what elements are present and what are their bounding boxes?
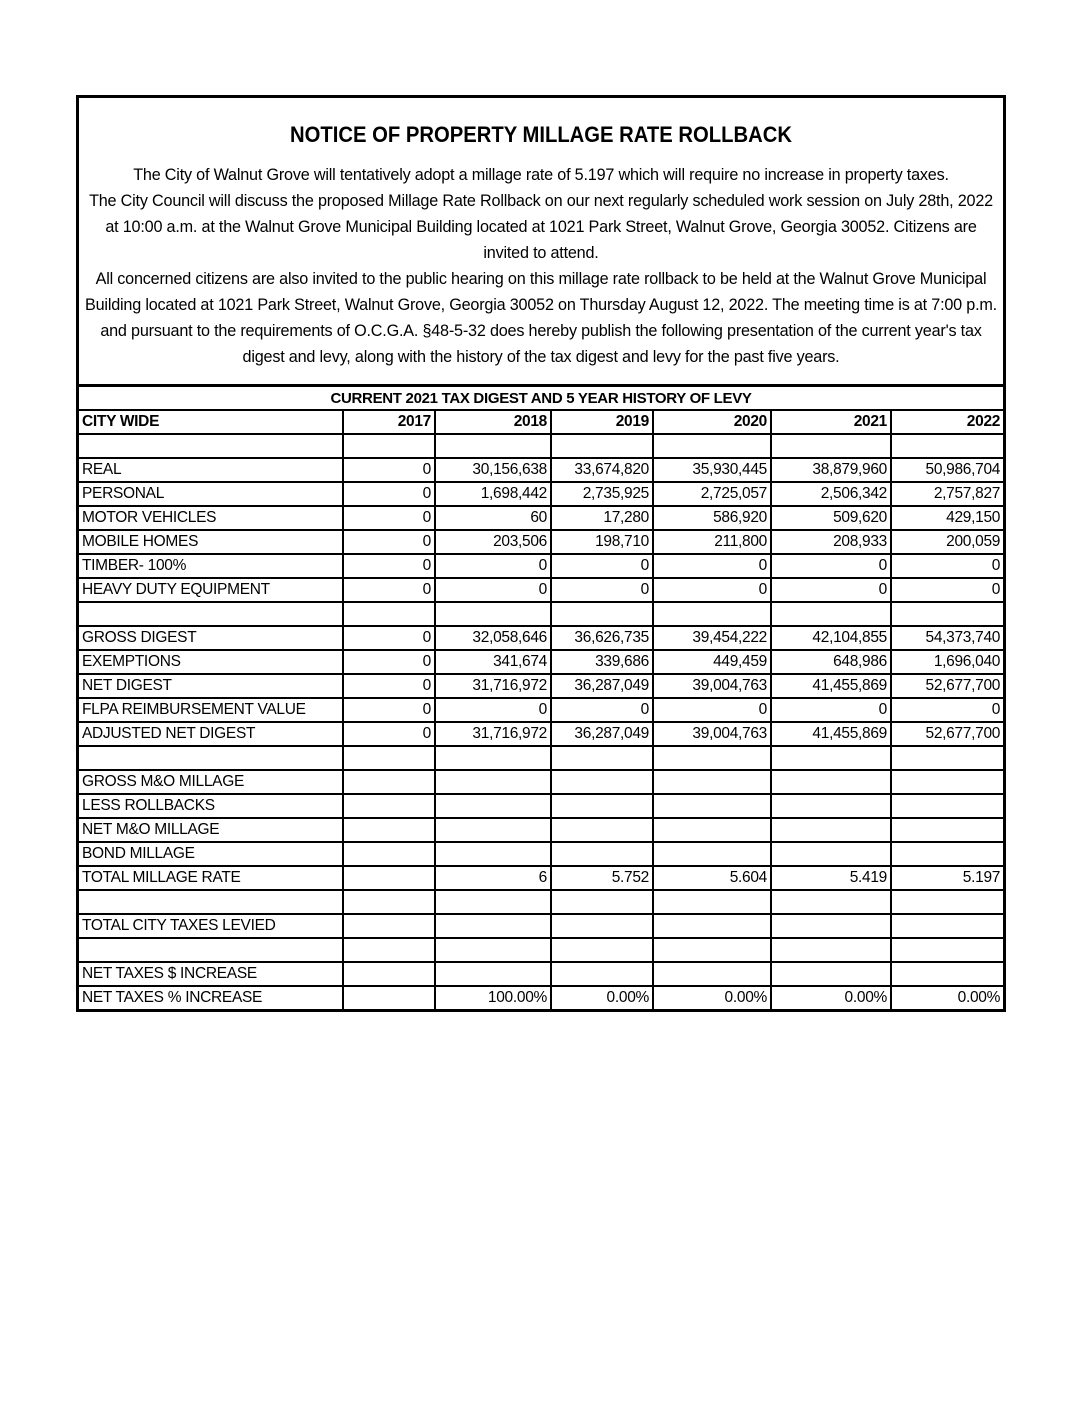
cell-value xyxy=(343,938,435,962)
cell-value xyxy=(771,770,891,794)
row-label: REAL xyxy=(79,458,343,482)
cell-value: 0 xyxy=(343,698,435,722)
cell-value: 32,058,646 xyxy=(435,626,551,650)
cell-value: 41,455,869 xyxy=(771,674,891,698)
cell-value: 648,986 xyxy=(771,650,891,674)
cell-value: 0.00% xyxy=(771,986,891,1009)
row-label: NET TAXES % INCREASE xyxy=(79,986,343,1009)
cell-value xyxy=(435,770,551,794)
cell-value xyxy=(435,938,551,962)
notice-header xyxy=(79,98,1003,387)
cell-value xyxy=(343,914,435,938)
table-caption: CURRENT 2021 TAX DIGEST AND 5 YEAR HISTORY OF LEVY xyxy=(79,387,1003,410)
table-row xyxy=(79,650,1003,674)
cell-value: 0 xyxy=(343,578,435,602)
cell-value xyxy=(891,938,1003,962)
cell-value xyxy=(891,914,1003,938)
cell-value xyxy=(653,962,771,986)
row-label xyxy=(79,938,343,962)
row-label: NET DIGEST xyxy=(79,674,343,698)
cell-value xyxy=(551,818,653,842)
cell-value xyxy=(653,770,771,794)
cell-value xyxy=(435,602,551,626)
cell-value: 0 xyxy=(343,674,435,698)
table-row xyxy=(79,818,1003,842)
cell-value xyxy=(551,746,653,770)
cell-value: 6 xyxy=(435,866,551,890)
cell-value xyxy=(343,434,435,458)
cell-value xyxy=(653,746,771,770)
cell-value xyxy=(891,962,1003,986)
cell-value: 39,454,222 xyxy=(653,626,771,650)
cell-value: 429,150 xyxy=(891,506,1003,530)
cell-value xyxy=(343,770,435,794)
cell-value: 30,156,638 xyxy=(435,458,551,482)
header-2020: 2020 xyxy=(653,410,771,434)
cell-value: 0 xyxy=(343,530,435,554)
cell-value: 5.419 xyxy=(771,866,891,890)
cell-value: 0 xyxy=(343,506,435,530)
cell-value xyxy=(435,818,551,842)
cell-value xyxy=(435,794,551,818)
cell-value xyxy=(653,890,771,914)
table-caption-row xyxy=(79,387,1003,410)
table-header-row xyxy=(79,410,1003,434)
cell-value: 1,696,040 xyxy=(891,650,1003,674)
row-label xyxy=(79,602,343,626)
header-2022: 2022 xyxy=(891,410,1003,434)
cell-value: 5.752 xyxy=(551,866,653,890)
cell-value xyxy=(653,842,771,866)
table-row xyxy=(79,770,1003,794)
cell-value xyxy=(343,962,435,986)
cell-value: 39,004,763 xyxy=(653,674,771,698)
cell-value xyxy=(771,818,891,842)
cell-value: 52,677,700 xyxy=(891,722,1003,746)
cell-value xyxy=(891,818,1003,842)
row-label xyxy=(79,746,343,770)
cell-value: 35,930,445 xyxy=(653,458,771,482)
row-label: GROSS DIGEST xyxy=(79,626,343,650)
cell-value: 0 xyxy=(435,698,551,722)
cell-value xyxy=(891,890,1003,914)
table-row xyxy=(79,938,1003,962)
cell-value xyxy=(343,794,435,818)
cell-value xyxy=(435,746,551,770)
cell-value: 2,725,057 xyxy=(653,482,771,506)
row-label: TOTAL MILLAGE RATE xyxy=(79,866,343,890)
cell-value: 0 xyxy=(653,554,771,578)
cell-value: 36,287,049 xyxy=(551,674,653,698)
table-row xyxy=(79,842,1003,866)
table-row xyxy=(79,530,1003,554)
cell-value xyxy=(343,986,435,1009)
cell-value: 586,920 xyxy=(653,506,771,530)
cell-value: 2,757,827 xyxy=(891,482,1003,506)
cell-value xyxy=(343,890,435,914)
cell-value: 0 xyxy=(343,650,435,674)
row-label: GROSS M&O MILLAGE xyxy=(79,770,343,794)
cell-value: 0 xyxy=(343,722,435,746)
cell-value: 31,716,972 xyxy=(435,722,551,746)
row-label: NET TAXES $ INCREASE xyxy=(79,962,343,986)
cell-value xyxy=(551,434,653,458)
notice-paragraph-3: All concerned citizens are also invited to the public hearing on this millage rate rollback to be held at the Walnut Grove Municipal Building located at 1021 Park Street, Walnut Grove, Georgia 30052 on Thursday August 12, 2022. The meeting time is at 7:00 p.m. and pursuant to the requirements of O.C.G.A. §48-5-32 does hereby publish the following presentation of the current year's tax digest and levy, along with the history of the tax digest and levy for the past five years. xyxy=(85,270,997,366)
cell-value: 203,506 xyxy=(435,530,551,554)
cell-value xyxy=(771,434,891,458)
row-label: BOND MILLAGE xyxy=(79,842,343,866)
cell-value xyxy=(771,914,891,938)
cell-value: 31,716,972 xyxy=(435,674,551,698)
header-2017: 2017 xyxy=(343,410,435,434)
header-2021: 2021 xyxy=(771,410,891,434)
cell-value: 0 xyxy=(343,626,435,650)
cell-value xyxy=(891,746,1003,770)
cell-value xyxy=(771,602,891,626)
cell-value: 36,626,735 xyxy=(551,626,653,650)
row-label: FLPA REIMBURSEMENT VALUE xyxy=(79,698,343,722)
table-row xyxy=(79,434,1003,458)
row-label xyxy=(79,890,343,914)
cell-value xyxy=(891,842,1003,866)
table-row xyxy=(79,626,1003,650)
cell-value xyxy=(653,794,771,818)
cell-value xyxy=(771,962,891,986)
cell-value xyxy=(653,818,771,842)
cell-value xyxy=(551,770,653,794)
cell-value xyxy=(343,746,435,770)
table-row xyxy=(79,794,1003,818)
cell-value: 0 xyxy=(653,698,771,722)
cell-value: 33,674,820 xyxy=(551,458,653,482)
cell-value: 1,698,442 xyxy=(435,482,551,506)
cell-value: 2,506,342 xyxy=(771,482,891,506)
cell-value xyxy=(551,962,653,986)
row-label: NET M&O MILLAGE xyxy=(79,818,343,842)
cell-value: 0 xyxy=(771,698,891,722)
cell-value xyxy=(771,842,891,866)
cell-value: 198,710 xyxy=(551,530,653,554)
cell-value: 0 xyxy=(891,578,1003,602)
notice-paragraph-1: The City of Walnut Grove will tentatively adopt a millage rate of 5.197 which will require no increase in property taxes. xyxy=(133,166,949,184)
table-row xyxy=(79,506,1003,530)
cell-value: 0 xyxy=(771,578,891,602)
cell-value xyxy=(551,794,653,818)
cell-value: 449,459 xyxy=(653,650,771,674)
cell-value: 0 xyxy=(343,482,435,506)
cell-value: 0 xyxy=(891,698,1003,722)
cell-value: 211,800 xyxy=(653,530,771,554)
cell-value: 60 xyxy=(435,506,551,530)
notice-title: NOTICE OF PROPERTY MILLAGE RATE ROLLBACK xyxy=(290,122,792,147)
table-row xyxy=(79,578,1003,602)
row-label: MOTOR VEHICLES xyxy=(79,506,343,530)
table-row xyxy=(79,482,1003,506)
row-label: LESS ROLLBACKS xyxy=(79,794,343,818)
cell-value: 0 xyxy=(891,554,1003,578)
cell-value: 39,004,763 xyxy=(653,722,771,746)
cell-value: 38,879,960 xyxy=(771,458,891,482)
notice-paragraph-2: The City Council will discuss the proposed Millage Rate Rollback on our next regularly scheduled work session on July 28th, 2022 at 10:00 a.m. at the Walnut Grove Municipal Building located at 1021 Park Street, Walnut Grove, Georgia 30052. Citizens are invited to attend. xyxy=(89,192,993,262)
table-row xyxy=(79,698,1003,722)
cell-value: 0 xyxy=(653,578,771,602)
cell-value: 41,455,869 xyxy=(771,722,891,746)
header-2019: 2019 xyxy=(551,410,653,434)
cell-value xyxy=(343,842,435,866)
cell-value xyxy=(551,914,653,938)
cell-value xyxy=(435,890,551,914)
cell-value: 100.00% xyxy=(435,986,551,1009)
cell-value xyxy=(771,890,891,914)
cell-value: 339,686 xyxy=(551,650,653,674)
cell-value xyxy=(435,962,551,986)
cell-value: 42,104,855 xyxy=(771,626,891,650)
cell-value xyxy=(653,938,771,962)
cell-value xyxy=(653,602,771,626)
cell-value xyxy=(891,794,1003,818)
cell-value: 0.00% xyxy=(653,986,771,1009)
cell-value xyxy=(653,914,771,938)
table-row xyxy=(79,866,1003,890)
row-label: TOTAL CITY TAXES LEVIED xyxy=(79,914,343,938)
cell-value xyxy=(343,866,435,890)
cell-value: 0 xyxy=(771,554,891,578)
cell-value: 200,059 xyxy=(891,530,1003,554)
cell-value: 0.00% xyxy=(551,986,653,1009)
cell-value xyxy=(551,890,653,914)
table-row xyxy=(79,554,1003,578)
table-row xyxy=(79,986,1003,1009)
cell-value xyxy=(771,794,891,818)
cell-value xyxy=(551,602,653,626)
cell-value xyxy=(435,434,551,458)
cell-value xyxy=(343,602,435,626)
cell-value: 2,735,925 xyxy=(551,482,653,506)
cell-value: 0 xyxy=(435,578,551,602)
row-label: EXEMPTIONS xyxy=(79,650,343,674)
tax-digest-table xyxy=(79,387,1003,1009)
cell-value xyxy=(891,770,1003,794)
table-row xyxy=(79,962,1003,986)
table-row xyxy=(79,914,1003,938)
header-2018: 2018 xyxy=(435,410,551,434)
cell-value: 54,373,740 xyxy=(891,626,1003,650)
cell-value: 0 xyxy=(551,698,653,722)
cell-value xyxy=(343,818,435,842)
cell-value: 0 xyxy=(343,458,435,482)
row-label: ADJUSTED NET DIGEST xyxy=(79,722,343,746)
cell-value: 208,933 xyxy=(771,530,891,554)
cell-value xyxy=(771,938,891,962)
table-row xyxy=(79,602,1003,626)
header-city-wide: CITY WIDE xyxy=(79,410,343,434)
table-row xyxy=(79,746,1003,770)
millage-notice xyxy=(76,95,1006,1012)
table-row xyxy=(79,458,1003,482)
cell-value: 5.197 xyxy=(891,866,1003,890)
table-row xyxy=(79,722,1003,746)
cell-value: 0 xyxy=(551,554,653,578)
row-label xyxy=(79,434,343,458)
row-label: HEAVY DUTY EQUIPMENT xyxy=(79,578,343,602)
row-label: PERSONAL xyxy=(79,482,343,506)
cell-value xyxy=(551,938,653,962)
table-row xyxy=(79,890,1003,914)
cell-value: 5.604 xyxy=(653,866,771,890)
cell-value xyxy=(435,914,551,938)
cell-value: 509,620 xyxy=(771,506,891,530)
cell-value xyxy=(891,602,1003,626)
cell-value xyxy=(435,842,551,866)
row-label: MOBILE HOMES xyxy=(79,530,343,554)
row-label: TIMBER- 100% xyxy=(79,554,343,578)
cell-value xyxy=(653,434,771,458)
cell-value: 341,674 xyxy=(435,650,551,674)
cell-value xyxy=(551,842,653,866)
cell-value: 0 xyxy=(343,554,435,578)
cell-value: 0 xyxy=(435,554,551,578)
table-row xyxy=(79,674,1003,698)
cell-value: 0 xyxy=(551,578,653,602)
cell-value: 36,287,049 xyxy=(551,722,653,746)
cell-value: 50,986,704 xyxy=(891,458,1003,482)
cell-value xyxy=(891,434,1003,458)
cell-value xyxy=(771,746,891,770)
cell-value: 0.00% xyxy=(891,986,1003,1009)
cell-value: 52,677,700 xyxy=(891,674,1003,698)
cell-value: 17,280 xyxy=(551,506,653,530)
